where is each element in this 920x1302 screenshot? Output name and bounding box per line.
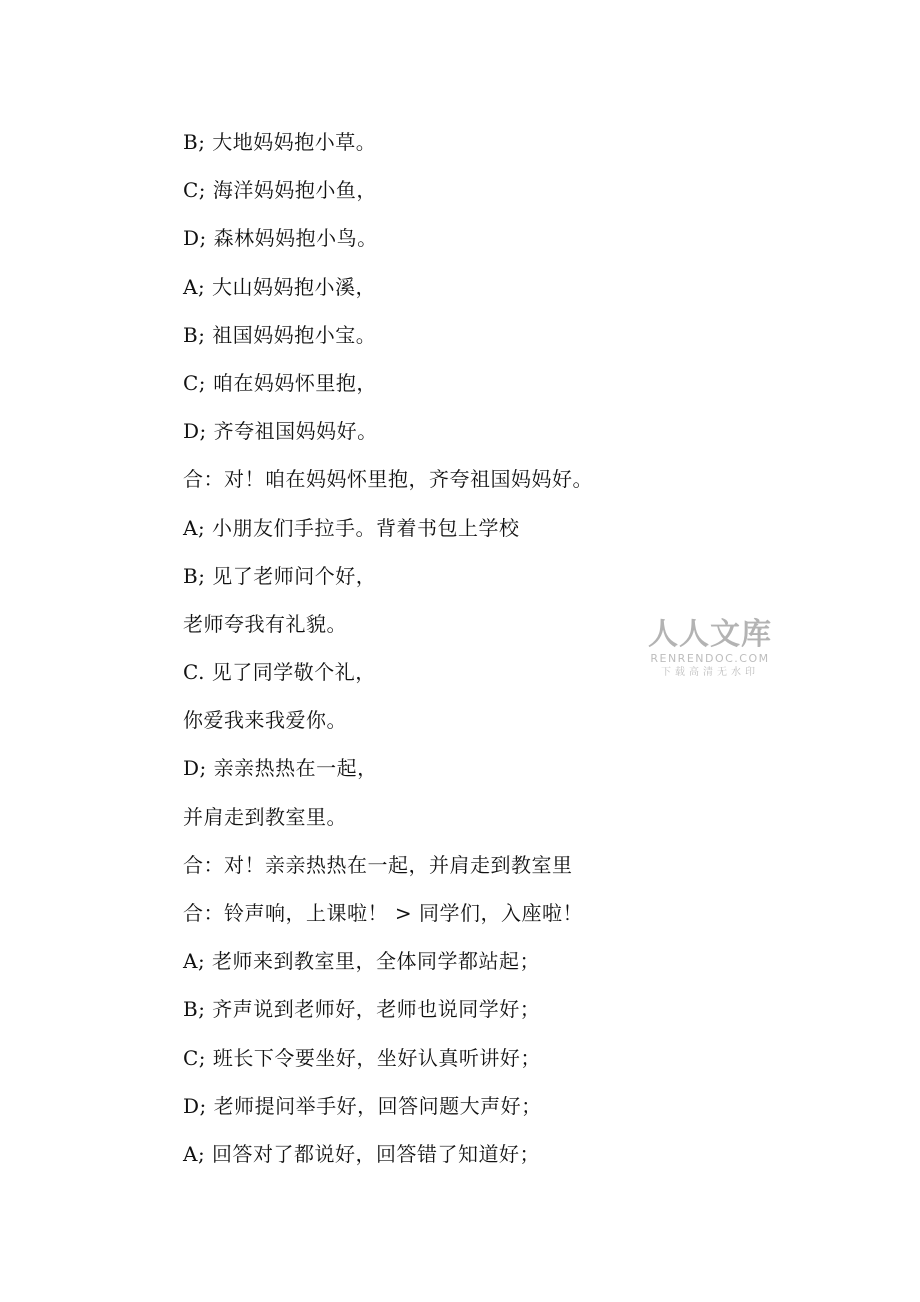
text-line: 并肩走到教室里。 — [183, 804, 347, 829]
watermark-domain: RENRENDOC.COM — [650, 652, 770, 665]
text-line: D; 森林妈妈抱小鸟。 — [183, 226, 378, 251]
text-line: C. 见了同学敬个礼， — [183, 660, 376, 685]
text-line: 合：对！咱在妈妈怀里抱，齐夸祖国妈妈好。 — [183, 467, 593, 492]
text-line: A; 老师来到教室里，全体同学都站起； — [183, 949, 541, 974]
text-line: 合：铃声响，上课啦！ > 同学们，入座啦！ — [183, 901, 583, 925]
text-line: B; 见了老师问个好， — [183, 563, 377, 588]
text-line: A; 大山妈妈抱小溪， — [183, 274, 377, 299]
text-line: B; 大地妈妈抱小草。 — [183, 130, 377, 154]
text-line: D; 齐夸祖国妈妈好。 — [183, 419, 378, 444]
watermark-title: 人人文库 — [648, 617, 772, 652]
text-line: C; 海洋妈妈抱小鱼， — [183, 178, 377, 203]
text-line: 你爱我来我爱你。 — [183, 708, 347, 733]
text-line: B; 祖国妈妈抱小宝。 — [183, 322, 377, 347]
watermark-logo — [640, 618, 780, 680]
watermark-subtitle: 下载高清无水印 — [661, 667, 759, 678]
text-line: 老师夸我有礼貌。 — [183, 611, 347, 636]
text-line: D; 亲亲热热在一起， — [183, 756, 378, 781]
text-line: C; 班长下令要坐好，坐好认真听讲好； — [183, 1045, 541, 1070]
text-line: C; 咱在妈妈怀里抱， — [183, 370, 377, 395]
text-line: D; 老师提问举手好，回答问题大声好； — [183, 1093, 542, 1118]
text-line: 合：对！亲亲热热在一起，并肩走到教室里 — [183, 852, 573, 877]
text-line: A; 小朋友们手拉手。背着书包上学校 — [183, 515, 520, 540]
text-line: B; 齐声说到老师好，老师也说同学好； — [183, 997, 541, 1022]
text-line: A; 回答对了都说好，回答错了知道好； — [183, 1141, 541, 1166]
